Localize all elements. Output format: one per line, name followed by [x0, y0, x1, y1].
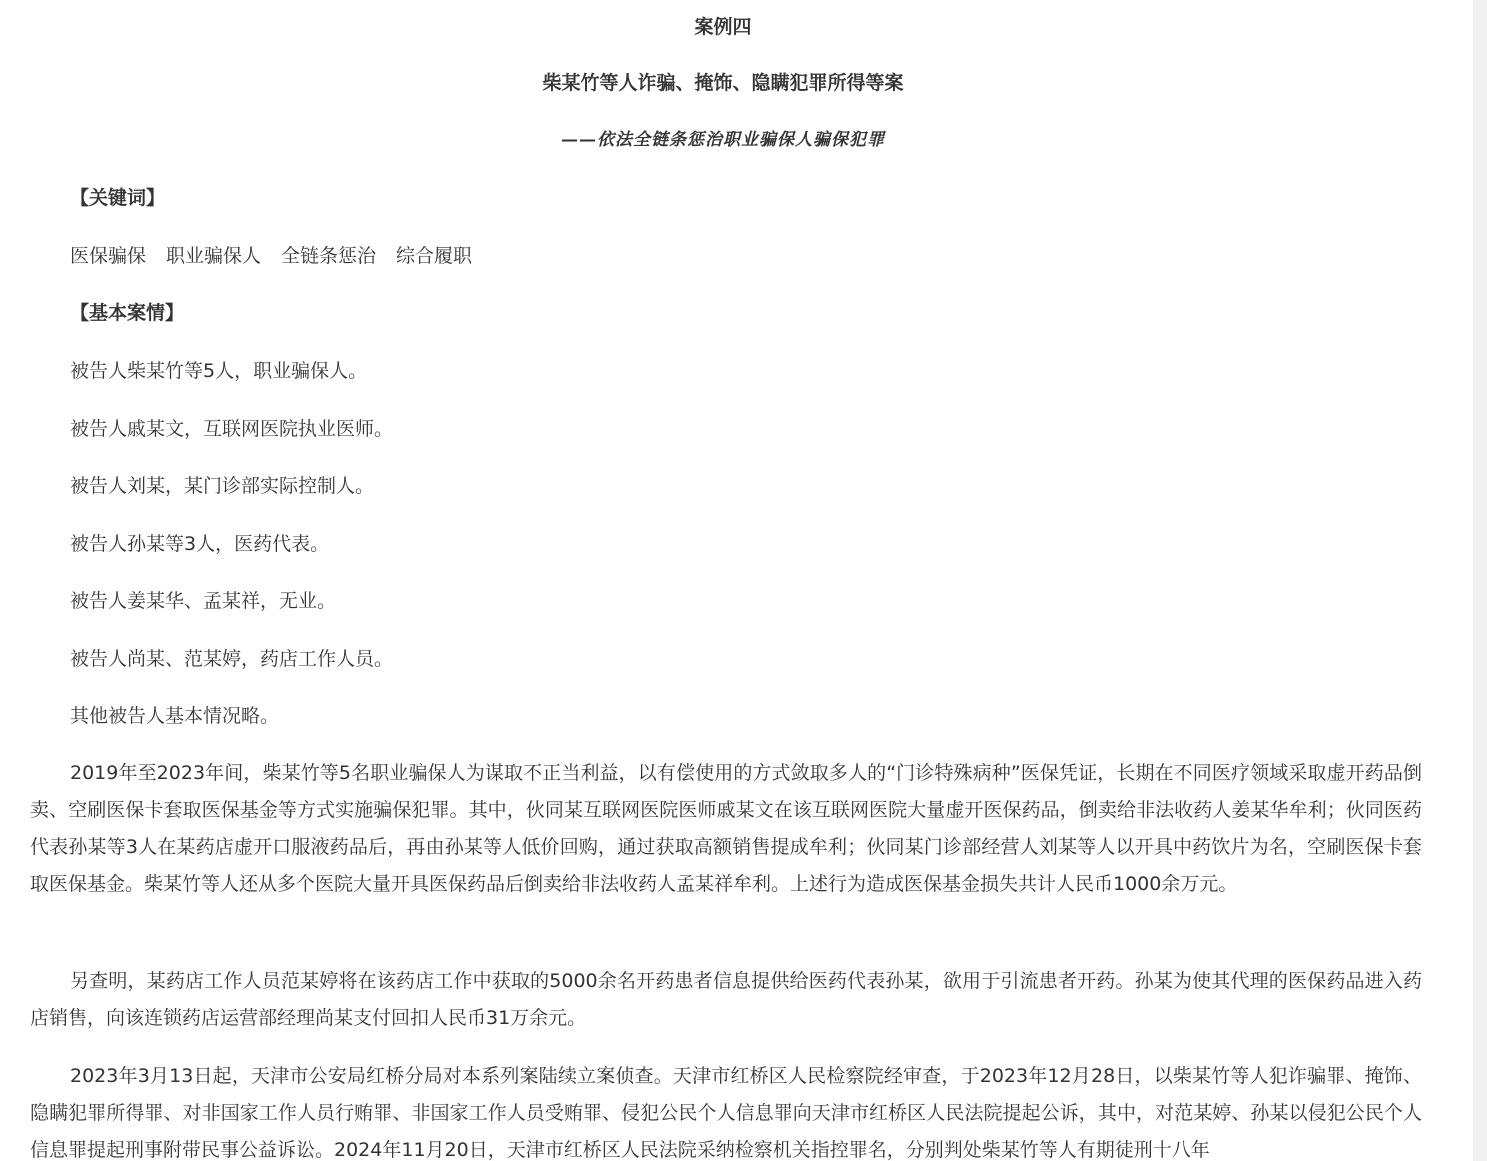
keyword: 综合履职 [396, 245, 473, 267]
basic-facts-heading: 【基本案情】 [70, 302, 185, 324]
case-subtitle: ——依法全链条惩治职业骗保人骗保犯罪 [561, 130, 885, 150]
additional-facts-paragraph: 另查明，某药店工作人员范某婷将在该药店工作中获取的5000余名开药患者信息提供给医药代表孙某，欲用于引流患者开药。孙某为使其代理的医保药品进入药店销售，向该连锁药店运营部经理尚某支付回扣人民币31万余元。 [30, 970, 1422, 1029]
defendant-line: 被告人戚某文，互联网医院执业医师。 [70, 418, 394, 440]
defendant-line: 被告人柴某竹等5人，职业骗保人。 [70, 360, 368, 382]
keywords-heading: 【关键词】 [70, 187, 166, 209]
defendant-line: 被告人姜某华、孟某祥，无业。 [70, 590, 337, 612]
defendant-line: 被告人孙某等3人，医药代表。 [70, 533, 330, 555]
keyword: 全链条惩治 [281, 245, 377, 267]
keywords-list [70, 242, 492, 270]
keyword: 职业骗保人 [166, 245, 262, 267]
keyword: 医保骗保 [70, 245, 147, 267]
prosecution-paragraph: 2023年3月13日起，天津市公安局红桥分局对本系列案陆续立案侦查。天津市红桥区人民检察院经审查，于2023年12月28日，以柴某竹等人犯诈骗罪、掩饰、隐瞒犯罪所得罪、对非国家工作人员行贿罪、非国家工作人员受贿罪、侵犯公民个人信息罪向天津市红桥区人民法院提起公诉，其中，对范某婷、孙某以侵犯公民个人信息罪提起刑事附带民事公益诉讼。2024年11月20日，天津市红桥区人民法院采纳检察机关指控罪名，分别判处柴某竹等人有期徒刑十八年 [30, 1065, 1422, 1161]
case-number: 案例四 [694, 16, 752, 38]
defendant-line: 被告人尚某、范某婷，药店工作人员。 [70, 648, 394, 670]
defendant-line: 被告人刘某，某门诊部实际控制人。 [70, 475, 375, 497]
defendant-line: 其他被告人基本情况略。 [70, 705, 280, 727]
vertical-scrollbar[interactable] [1473, 0, 1487, 1161]
case-title: 柴某竹等人诈骗、掩饰、隐瞒犯罪所得等案 [542, 72, 904, 94]
case-facts-paragraph: 2019年至2023年间，柴某竹等5名职业骗保人为谋取不正当利益，以有偿使用的方式敛取多人的“门诊特殊病种”医保凭证，长期在不同医疗领域采取虚开药品倒卖、空刷医保卡套取医保基金等方式实施骗保犯罪。其中，伙同某互联网医院医师戚某文在该互联网医院大量虚开医保药品，倒卖给非法收药人姜某华牟利；伙同医药代表孙某等3人在某药店虚开口服液药品后，再由孙某等人低价回购，通过获取高额销售提成牟利；伙同某门诊部经营人刘某等人以开具中药饮片为名，空刷医保卡套取医保基金。柴某竹等人还从多个医院大量开具医保药品后倒卖给非法收药人孟某祥牟利。上述行为造成医保基金损失共计人民币1000余万元。 [30, 762, 1422, 895]
